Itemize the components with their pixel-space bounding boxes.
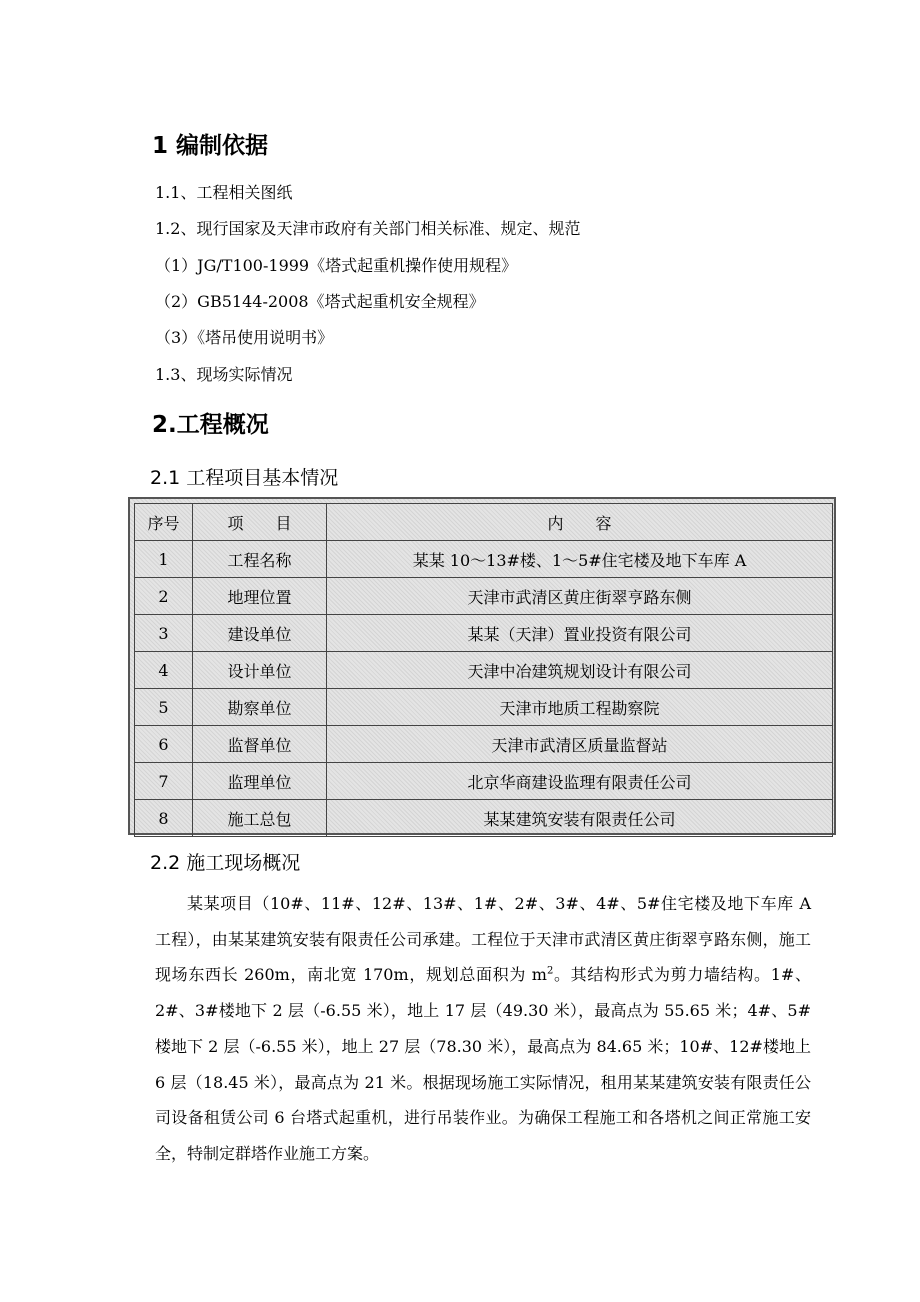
row-content: 天津市武清区质量监督站	[327, 726, 833, 763]
section-1-title: 1 编制依据	[152, 133, 269, 159]
site-overview-paragraph	[155, 886, 811, 1172]
basis-item: （1）JG/T100-1999《塔式起重机操作使用规程》	[155, 256, 518, 275]
table-row	[135, 541, 833, 578]
section-2-title: 2.工程概况	[152, 412, 269, 438]
header-content: 内 容	[327, 504, 833, 541]
basis-item: 1.3、现场实际情况	[155, 365, 293, 384]
table-row	[135, 689, 833, 726]
table-row	[135, 652, 833, 689]
row-content: 天津市武清区黄庄街翠亨路东侧	[327, 578, 833, 615]
table-row	[135, 763, 833, 800]
basis-item: 1.1、工程相关图纸	[155, 183, 293, 202]
row-no: 3	[135, 615, 193, 652]
row-no: 1	[135, 541, 193, 578]
row-no: 7	[135, 763, 193, 800]
subsection-2-2-title: 2.2 施工现场概况	[150, 852, 301, 874]
row-item: 勘察单位	[193, 689, 327, 726]
project-info-table	[134, 503, 833, 837]
row-content: 天津市地质工程勘察院	[327, 689, 833, 726]
row-content: 某某（天津）置业投资有限公司	[327, 615, 833, 652]
row-content: 某某建筑安装有限责任公司	[327, 800, 833, 837]
row-no: 8	[135, 800, 193, 837]
row-item: 设计单位	[193, 652, 327, 689]
header-item: 项 目	[193, 504, 327, 541]
project-info-table-frame	[128, 497, 836, 835]
table-row	[135, 615, 833, 652]
basis-item: （3）《塔吊使用说明书》	[155, 328, 334, 347]
row-content: 北京华商建设监理有限责任公司	[327, 763, 833, 800]
row-content: 某某 10～13#楼、1～5#住宅楼及地下车库 A	[327, 541, 833, 578]
table-row	[135, 578, 833, 615]
paragraph-text-part-1: 某某项目（10#、11#、12#、13#、1#、2#、3#、4#、5#住宅楼及地下车库 A 工程），由某某建筑安装有限责任公司承建。工程位于天津市武清区黄庄街翠亨路东侧，施工现场东西长 260m，南北宽 170m，规划总面积为 m	[155, 894, 811, 985]
row-no: 2	[135, 578, 193, 615]
row-item: 监督单位	[193, 726, 327, 763]
row-item: 地理位置	[193, 578, 327, 615]
header-no: 序号	[135, 504, 193, 541]
row-no: 4	[135, 652, 193, 689]
row-item: 监理单位	[193, 763, 327, 800]
row-item: 施工总包	[193, 800, 327, 837]
basis-item: （2）GB5144-2008《塔式起重机安全规程》	[155, 292, 485, 311]
paragraph-text-part-2: 。其结构形式为剪力墙结构。1#、2#、3#楼地下 2 层（-6.55 米），地上 17 层（49.30 米），最高点为 55.65 米；4#、5#楼地下 2 层（-6.55 米），地上 27 层（78.30 米），最高点为 84.65 米；10#、12#楼地上 6 层（18.45 米），最高点为 21 米。根据现场施工实际情况，租用某某建筑安装有限责任公司设备租赁公司 6 台塔式起重机，进行吊装作业。为确保工程施工和各塔机之间正常施工安全，特制定群塔作业施工方案。	[155, 965, 811, 1163]
subsection-2-1-title: 2.1 工程项目基本情况	[150, 467, 339, 489]
row-item: 工程名称	[193, 541, 327, 578]
row-item: 建设单位	[193, 615, 327, 652]
superscript-2: 2	[546, 966, 554, 978]
table-row	[135, 800, 833, 837]
row-no: 5	[135, 689, 193, 726]
row-no: 6	[135, 726, 193, 763]
table-header-row	[135, 504, 833, 541]
basis-item: 1.2、现行国家及天津市政府有关部门相关标准、规定、规范	[155, 219, 581, 238]
table-row	[135, 726, 833, 763]
row-content: 天津中冶建筑规划设计有限公司	[327, 652, 833, 689]
